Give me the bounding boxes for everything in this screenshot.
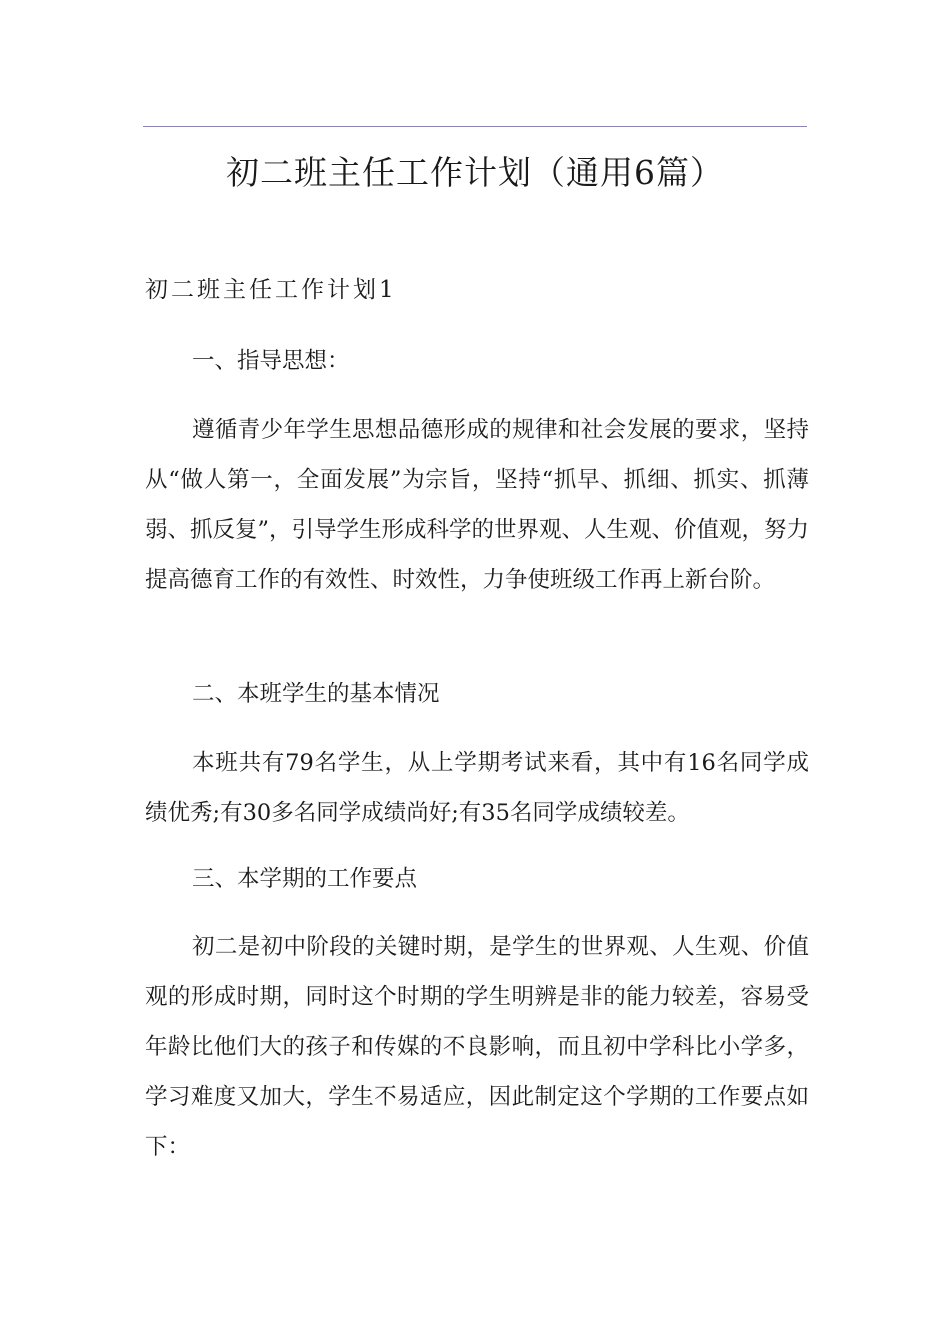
- paragraph-guiding-thought: 遵循青少年学生思想品德形成的规律和社会发展的要求，坚持从“做人第一，全面发展”为宗旨，坚持“抓早、抓细、抓实、抓薄弱、抓反复”，引导学生形成科学的世界观、人生观、价值观，努力提高德育工作的有效性、时效性，力争使班级工作再上新台阶。: [145, 417, 810, 593]
- paragraph-work-points: 初二是初中阶段的关键时期，是学生的世界观、人生观、价值观的形成时期，同时这个时期的学生明辨是非的能力较差，容易受年龄比他们大的孩子和传媒的不良影响，而且初中学科比小学多，学习难度又加大，学生不易适应，因此制定这个学期的工作要点如下：: [145, 934, 809, 1160]
- document-title: 初二班主任工作计划（通用6篇）: [226, 153, 724, 192]
- subheading-class-situation: 二、本班学生的基本情况: [192, 681, 440, 707]
- subheading-work-points: 三、本学期的工作要点: [192, 866, 418, 892]
- section-heading: 初二班主任工作计划1: [145, 277, 397, 303]
- paragraph-class-situation: 本班共有79名学生，从上学期考试来看，其中有16名同学成绩优秀;有30多名同学成绩尚好;有35名同学成绩较差。: [145, 750, 809, 826]
- header-rule: [143, 126, 807, 127]
- subheading-guiding-thought: 一、指导思想：: [192, 348, 350, 374]
